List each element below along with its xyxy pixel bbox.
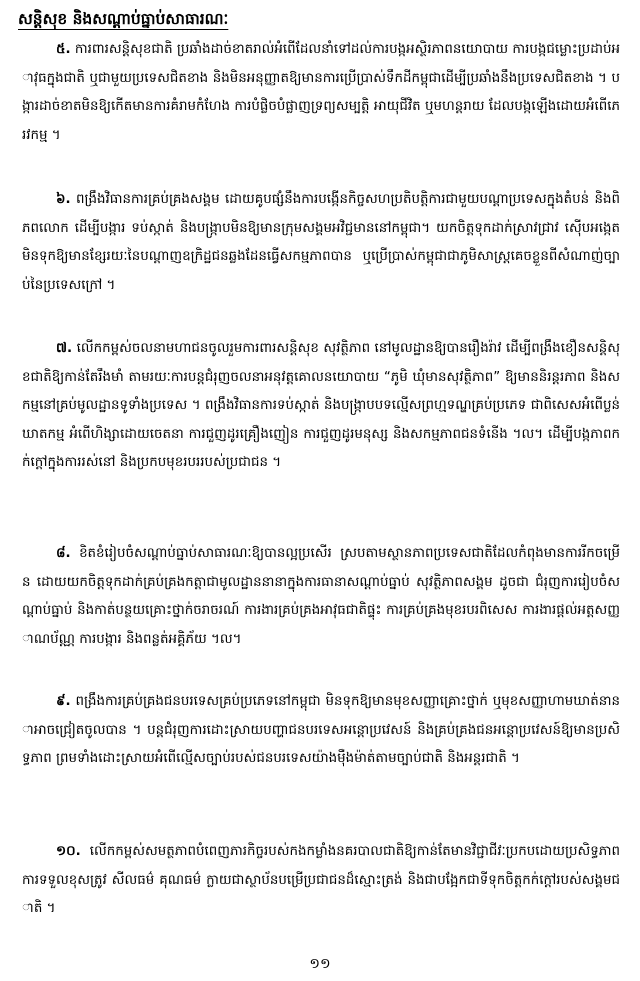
section-heading: សន្តិសុខ និងសណ្តាប់ធ្នាប់សាធារណៈ bbox=[18, 10, 229, 28]
paragraph-number: ៥. bbox=[56, 42, 71, 57]
paragraph-text: លើកកម្ពស់ចលនាមហាជនចូលរួមការពារសន្តិសុខ សុវត្ថិភាព នៅមូលដ្ឋានឱ្យបានរឿងរ៉ាវ ដើម្បីពង្រឹងខឿនសន្តិសុខជាតិឱ្យកាន់តែរឹងមាំ តាមរយៈការបន្តជំរុញចលនាអនុវត្តគោលនយោបាយ “ភូមិ ឃុំមានសុវត្ថិភាព” ឱ្យមាននិរន្តរភាព និងសកម្មនៅគ្រប់មូលដ្ឋានទូទាំងប្រទេស ។ ពង្រឹងវិធានការទប់ស្កាត់ និងបង្ក្រាបបទល្មើសព្រហ្មទណ្ឌគ្រប់ប្រភេទ ជាពិសេសអំពើប្លន់ ឃាតកម្ម អំពើហិង្សាដោយចេតនា ការជួញដូរគ្រឿងញៀន ការជួញដូរមនុស្ស និងសកម្មភាពជនទំនើង ។ល។ ដើម្បីបង្កភាពកក់ក្តៅក្នុងការរស់នៅ និងប្រកបមុខរបររបស់ប្រជាជន ។ bbox=[22, 341, 620, 470]
paragraph-number: ៩. bbox=[56, 694, 71, 709]
paragraph-9 bbox=[22, 688, 620, 774]
paragraph-5 bbox=[22, 36, 620, 150]
paragraph-8 bbox=[22, 540, 620, 654]
paragraph-text: ខិតខំរៀបចំសណ្តាប់ធ្នាប់សាធារណៈឱ្យបានល្អប្រសើរ ស្របតាមស្ថានភាពប្រទេសជាតិដែលកំពុងមានការរីកចម្រើន ដោយយកចិត្តទុកដាក់គ្រប់គ្រងកត្តាជាមូលដ្ឋាននានាក្នុងការធានាសណ្តាប់ធ្នាប់ សុវត្ថិភាពសង្គម ដូចជា ជំរុញការរៀបចំសណ្តាប់ធ្នាប់ និងកាត់បន្ថយគ្រោះថ្នាក់ចរាចរណ៍ ការងារគ្រប់គ្រងអាវុធជាតិផ្ទុះ ការគ្រប់គ្រងមុខរបរពិសេស ការងារផ្តល់អត្តសញ្ញាណប័ណ្ណ ការបង្ការ និងពន្លត់អគ្គិភ័យ ។ល។ bbox=[22, 546, 620, 647]
paragraph-7 bbox=[22, 335, 620, 478]
paragraph-text: ការពារសន្តិសុខជាតិ ប្រឆាំងដាច់ខាតរាល់អំពើដែលនាំទៅដល់ការបង្កអស្ថិរភាពនយោបាយ ការបង្កជម្លោះប្រដាប់អាវុធក្នុងជាតិ ឬជាមួយប្រទេសជិតខាង និងមិនអនុញ្ញាតឱ្យមានការប្រើប្រាស់ទឹកដីកម្ពុជាដើម្បីប្រឆាំងនឹងប្រទេសជិតខាង ។ បង្ការដាច់ខាតមិនឱ្យកើតមានការគំរាមកំហែង ការបំផ្លិចបំផ្លាញទ្រព្យសម្បត្តិ អាយុជីវិត ឬមហន្តរាយ ដែលបង្កឡើងដោយអំពើភេរវកម្ម ។ bbox=[22, 42, 620, 143]
paragraph-text: ពង្រឹងការគ្រប់គ្រងជនបរទេសគ្រប់ប្រភេទនៅកម្ពុជា មិនទុកឱ្យមានមុខសញ្ញាគ្រោះថ្នាក់ ឬមុខសញ្ញាហាមឃាត់នានាអាចជ្រៀតចូលបាន ។ បន្តជំរុញការដោះស្រាយបញ្ហាជនបរទេសអន្តោប្រវេសន៍ និងគ្រប់គ្រងជនអន្តោប្រវេសន៍ឱ្យមានប្រសិទ្ធភាព ព្រមទាំងដោះស្រាយអំពើល្មើសច្បាប់របស់ជនបរទេសយ៉ាងម៉ឺងម៉ាត់តាមច្បាប់ជាតិ និងអន្តរជាតិ ។ bbox=[22, 694, 620, 766]
paragraph-text: លើកកម្ពស់សមត្ថភាពបំពេញភារកិច្ចរបស់កងកម្លាំងនគរបាលជាតិឱ្យកាន់តែមានវិជ្ជាជីវៈប្រកបដោយប្រសិទ្ធភាព ការទទួលខុសត្រូវ សីលធម៌ គុណធម៌ ក្លាយជាស្ថាប័នបម្រើប្រជាជនដ៏ស្មោះត្រង់ និងជាបង្អែកជាទីទុកចិត្តកក់ក្តៅរបស់សង្គមជាតិ ។ bbox=[22, 844, 620, 916]
paragraph-number: ៦. bbox=[56, 192, 71, 207]
paragraph-text: ពង្រឹងវិធានការគ្រប់គ្រងសង្គម ដោយគូបផ្សំនឹងការបង្កើនកិច្ចសហប្រតិបត្តិការជាមួយបណ្តាប្រទេសក្នុងតំបន់ និងពិភពលោក ដើម្បីបង្ការ ទប់ស្កាត់ និងបង្ក្រាបមិនឱ្យមានក្រុមសង្គមអវិជ្ជមាននៅកម្ពុជា។ យកចិត្តទុកដាក់ស្រាវជ្រាវ ស៊ើបអង្កេត មិនទុកឱ្យមានខ្សែរយៈនៃបណ្តាញឧក្រិដ្ឋជនឆ្លងដែនធ្វើសកម្មភាពបាន ឬប្រើប្រាស់កម្ពុជាជាភូមិសាស្ត្រគេចខ្លួនពីសំណាញ់ច្បាប់នៃប្រទេសក្រៅ ។ bbox=[22, 192, 620, 293]
page-number: ១១ bbox=[309, 956, 331, 972]
paragraph-number: ៧. bbox=[56, 341, 73, 356]
paragraph-number: ១០. bbox=[56, 844, 81, 859]
paragraph-10 bbox=[22, 838, 620, 924]
paragraph-number: ៨. bbox=[56, 546, 71, 561]
paragraph-6 bbox=[22, 186, 620, 300]
